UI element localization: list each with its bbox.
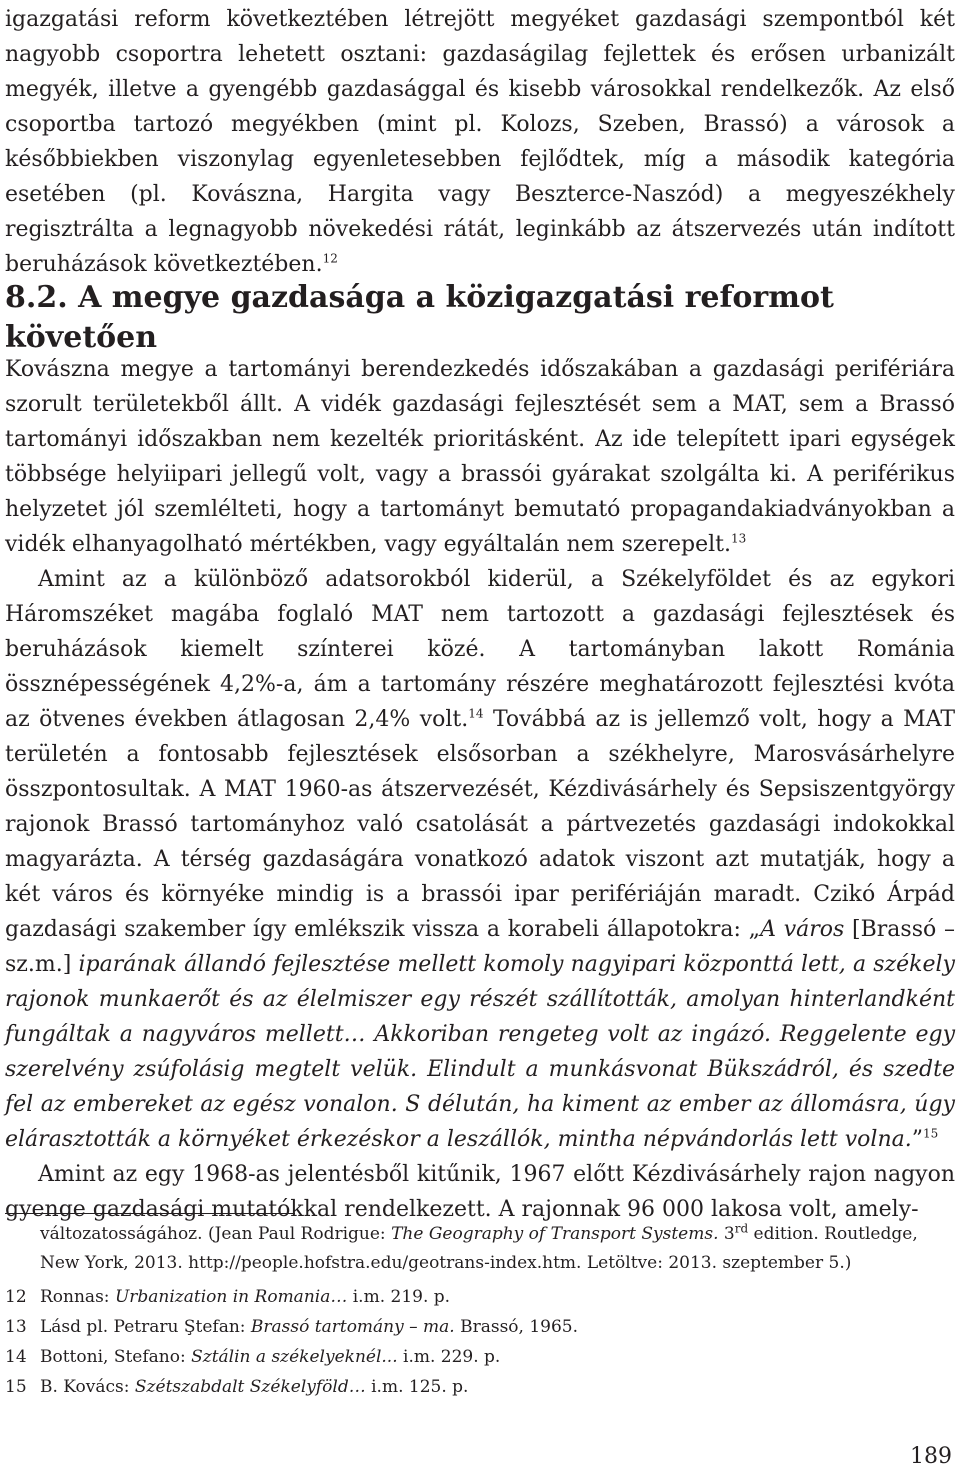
footnote-author: B. Kovács: bbox=[40, 1377, 135, 1397]
footnote-continuation-sup: rd bbox=[734, 1221, 749, 1236]
quote-italic-2: iparának állandó fejlesztése mellett komoly nagyipari központtá lett, a székely rajonok munkaerőt és az élelmiszer egy részét szállították, amolyan hinterlandként fungáltak a nagyváros mellett… Akkoriban rengeteg volt az ingázó. Reggelente egy szerelvény zsúfolásig megtelt velük. Elindult a munkásvonat Bükszádról, és szedte fel az embereket az egész vonalon. S délután, ha kiment az ember az állomásra, úgy elárasztották a környéket érkezéskor a leszállók, mintha népvándorlás lett volna. bbox=[5, 952, 955, 1152]
footnote-number: 14 bbox=[5, 1347, 27, 1367]
footnote-number: 12 bbox=[5, 1287, 27, 1307]
footnote-separator bbox=[5, 1213, 295, 1214]
paragraph-2-text-b: Továbbá az is jellemző volt, hogy a MAT területén a fontosabb fejlesztések elsősorban a székhelyre, Marosvásárhelyre összpontosultak. A MAT 1960-as átszervezését, Kézdivásárhely és Sepsiszentgyörgy rajonok Brassó tartományhoz való csatolását a pártvezetés gazdasági indokokkal magyarázta. A térség gazdaságára vonatkozó adatok viszont azt mutatják, hogy a két város és környéke mindig is a brassói ipar perifériáján maradt. Czikó Árpád gazdasági szakember így emlékszik vissza a korabeli állapotokra: „ bbox=[5, 707, 955, 942]
quote-close: ” bbox=[911, 1127, 923, 1152]
footnote-ref-13[interactable]: 13 bbox=[730, 531, 747, 546]
section-body bbox=[5, 352, 955, 1227]
page-number: 189 bbox=[910, 1444, 952, 1469]
footnote-continuation-text-b: 3 bbox=[718, 1224, 735, 1244]
footnote-number: 13 bbox=[5, 1317, 27, 1337]
paragraph-1 bbox=[5, 352, 955, 562]
footnote-continuation-title: The Geography of Transport Systems. bbox=[391, 1224, 719, 1244]
paragraph-2 bbox=[5, 562, 955, 1157]
footnote-title: Szétszabdalt Székelyföld… bbox=[134, 1377, 366, 1397]
footnote-title: Sztálin a székelyeknél... bbox=[191, 1347, 398, 1367]
footnote-ref-14[interactable]: 14 bbox=[468, 706, 484, 721]
paragraph-2-text-a: Amint az a különböző adatsorokból kiderül, a Székelyföldet és az egykori Háromszéket magába foglaló MAT nem tartozott a gazdasági fejlesztések és beruházások kiemelt színterei közé. A tartományban lakott Románia össznépességének 4,2%-a, ám a tartomány részére meghatározott fejlesztési kvóta az ötvenes években átlagosan 2,4% volt. bbox=[5, 567, 955, 732]
footnote-number: 15 bbox=[5, 1377, 27, 1397]
footnote-author: Bottoni, Stefano: bbox=[40, 1347, 192, 1367]
footnote-12 bbox=[5, 1282, 955, 1312]
footnote-continuation bbox=[40, 1220, 955, 1278]
footnote-body bbox=[40, 1372, 955, 1402]
paragraph-1-text: Kovászna megye a tartományi berendezkedés időszakában a gazdasági perifériára szorult területekből állt. A vidék gazdasági fejlesztését sem a MAT, sem a Brassó tartományi időszakban nem kezelték prioritásként. Az ide telepített ipari egységek többsége helyiipari jellegű volt, vagy a brassói gyárakat szolgálta ki. A periférikus helyzetet jól szemlélteti, hogy a tartományt bemutató propagandakiadványokban a vidék elhanyagolható mértékben, vagy egyáltalán nem szerepelt. bbox=[5, 357, 955, 557]
footnote-14 bbox=[5, 1342, 955, 1372]
footnote-ref-12[interactable]: 12 bbox=[322, 251, 338, 266]
footnote-13 bbox=[5, 1312, 955, 1342]
footnote-author: Lásd pl. Petraru Ştefan: bbox=[40, 1317, 251, 1337]
footnote-rest: i.m. 229. p. bbox=[397, 1347, 501, 1367]
footnote-continuation-text-a: változatosságához. (Jean Paul Rodrigue: bbox=[40, 1224, 392, 1244]
footnote-continuation-text-c: edition. Routledge, New York, 2013. http://people.hofstra.edu/geotrans-index.htm. Letöltve: 2013. szeptember 5.) bbox=[40, 1224, 918, 1273]
section-heading: 8.2. A megye gazdasága a közigazgatási reformot követően bbox=[5, 280, 834, 355]
footnote-body bbox=[40, 1342, 955, 1372]
footnote-ref-15[interactable]: 15 bbox=[923, 1126, 939, 1141]
footnote-body bbox=[40, 1312, 955, 1342]
footnote-title: Urbanization in Romania… bbox=[114, 1287, 348, 1307]
footnote-rest: i.m. 125. p. bbox=[365, 1377, 469, 1397]
footnote-author: Ronnas: bbox=[40, 1287, 115, 1307]
footnote-rest: i.m. 219. p. bbox=[347, 1287, 451, 1307]
footnote-title: Brassó tartomány – ma. bbox=[250, 1317, 455, 1337]
footnote-rest: Brassó, 1965. bbox=[454, 1317, 579, 1337]
quote-bracket: [Brassó – sz.m.] bbox=[5, 917, 955, 977]
intro-paragraph bbox=[5, 2, 955, 282]
quote-italic-1: A város bbox=[760, 917, 845, 942]
footnotes bbox=[5, 1220, 955, 1402]
footnote-body bbox=[40, 1282, 955, 1312]
footnote-15 bbox=[5, 1372, 955, 1402]
paragraph-3: Amint az egy 1968-as jelentésből kitűnik, 1967 előtt Kézdivásárhely rajon nagyon gyenge gazdasági mutatókkal rendelkezett. A rajonnak 96 000 lakosa volt, amely- bbox=[5, 1162, 955, 1222]
intro-text: igazgatási reform következtében létrejött megyéket gazdasági szempontból két nagyobb csoportra lehetett osztani: gazdaságilag fejlettek és erősen urbanizált megyék, illetve a gyengébb gazdasággal és kisebb városokkal rendelkezők. Az első csoportba tartozó megyékben (mint pl. Kolozs, Szeben, Brassó) a városok a későbbiekben viszonylag egyenletesebben fejlődtek, míg a második kategória esetében (pl. Kovászna, Hargita vagy Beszterce-Naszód) a megyeszékhely regisztrálta a legnagyobb növekedési rátát, leginkább az átszervezés után indított beruházások következtében. bbox=[5, 7, 955, 277]
